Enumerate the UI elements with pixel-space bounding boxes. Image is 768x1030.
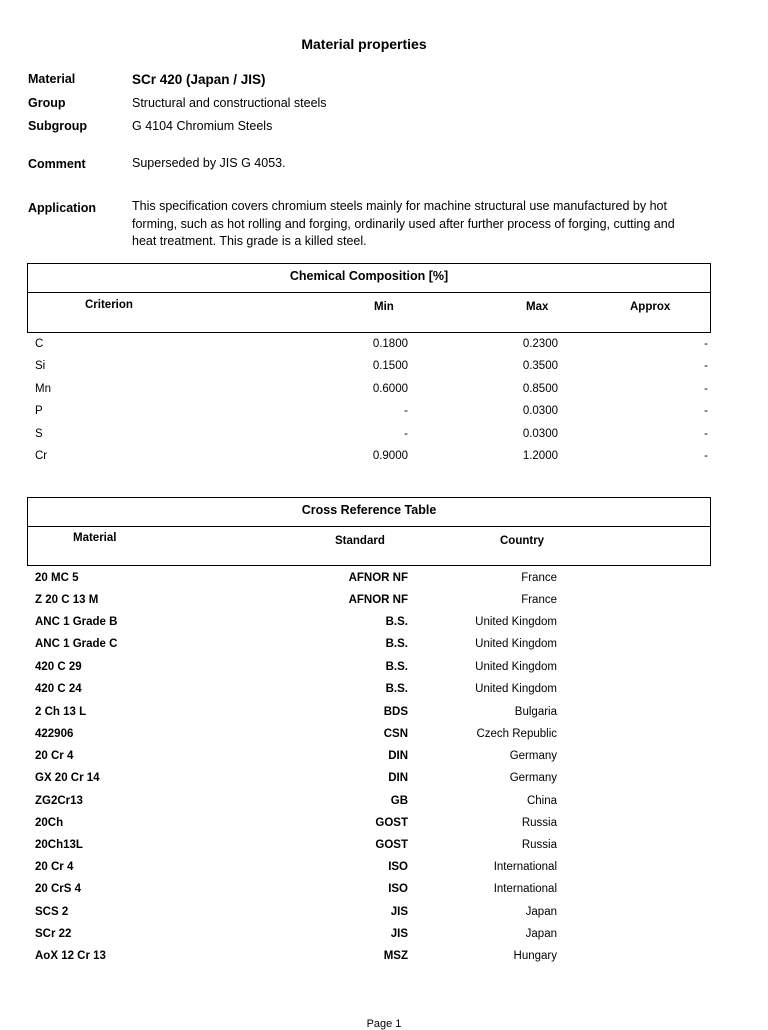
xref-row [0, 839, 768, 861]
xref-standard: AFNOR NF [348, 594, 408, 606]
xref-material: 20Ch13L [35, 839, 83, 851]
group-value: Structural and constructional steels [132, 96, 327, 110]
xref-material: 420 C 29 [35, 661, 82, 673]
xref-material: SCS 2 [35, 906, 69, 918]
chem-element: Si [35, 360, 46, 372]
xref-standard: AFNOR NF [348, 572, 408, 584]
xref-material: 420 C 24 [35, 683, 82, 695]
xref-standard: JIS [390, 906, 408, 918]
xref-row [0, 861, 768, 883]
chem-row [0, 405, 768, 427]
application-label: Application [28, 201, 97, 215]
chem-approx: - [704, 450, 708, 462]
xref-country: International [493, 861, 557, 873]
xref-standard: MSZ [383, 950, 408, 962]
xref-material: ANC 1 Grade C [35, 638, 118, 650]
xref-country: France [521, 572, 557, 584]
xref-row [0, 883, 768, 905]
xref-material: 20 CrS 4 [35, 883, 82, 895]
chem-element: P [35, 405, 43, 417]
xref-material: Z 20 C 13 M [35, 594, 99, 606]
xref-standard: BDS [383, 706, 408, 718]
subgroup-label: Subgroup [28, 119, 88, 133]
chem-header-max: Max [526, 301, 549, 313]
chem-min: 0.6000 [372, 383, 408, 395]
chem-divider [28, 292, 710, 293]
group-label: Group [28, 96, 66, 110]
chem-header-box [27, 263, 711, 333]
xref-standard: ISO [388, 883, 408, 895]
xref-country: China [526, 795, 557, 807]
xref-country: France [521, 594, 557, 606]
xref-material: ZG2Cr13 [35, 795, 83, 807]
chem-max: 0.0300 [522, 405, 558, 417]
chem-max: 1.2000 [522, 450, 558, 462]
xref-country: International [493, 883, 557, 895]
chem-title: Chemical Composition [%] [289, 269, 449, 283]
chem-max: 0.3500 [522, 360, 558, 372]
chem-approx: - [704, 428, 708, 440]
chem-min: 0.1500 [372, 360, 408, 372]
chem-approx: - [704, 338, 708, 350]
xref-country: Russia [521, 839, 557, 851]
xref-row [0, 683, 768, 705]
application-value: This specification covers chromium steels mainly for machine structural use manufactured by hot forming, such as hot rolling and forging, ordinarily used after further process of forging, cutting and heat treatment. This grade is a killed steel. [132, 199, 675, 248]
xref-country: Germany [509, 772, 557, 784]
xref-standard: DIN [388, 772, 408, 784]
xref-standard: B.S. [385, 661, 408, 673]
xref-material: 20 MC 5 [35, 572, 79, 584]
chem-min: 0.1800 [372, 338, 408, 350]
xref-standard: B.S. [385, 683, 408, 695]
xref-standard: JIS [390, 928, 408, 940]
material-value: SCr 420 (Japan / JIS) [132, 72, 266, 87]
xref-country: Russia [521, 817, 557, 829]
chem-max: 0.2300 [522, 338, 558, 350]
xref-row [0, 572, 768, 594]
chem-row [0, 360, 768, 382]
xref-country: United Kingdom [475, 661, 557, 673]
chem-max: 0.0300 [522, 428, 558, 440]
xref-row [0, 661, 768, 683]
xref-row [0, 817, 768, 839]
xref-country: United Kingdom [475, 638, 557, 650]
chem-approx: - [704, 383, 708, 395]
xref-country: Japan [525, 906, 557, 918]
chem-header-approx: Approx [630, 301, 671, 313]
chem-min: - [404, 428, 408, 440]
chem-row [0, 428, 768, 450]
chem-row [0, 383, 768, 405]
xref-standard: ISO [388, 861, 408, 873]
page-footer: Page 1 [366, 1018, 402, 1030]
xref-material: 422906 [35, 728, 74, 740]
chem-row [0, 338, 768, 360]
chem-min: - [404, 405, 408, 417]
xref-header-standard: Standard [335, 535, 385, 547]
xref-country: Japan [525, 928, 557, 940]
xref-standard: GOST [375, 817, 408, 829]
xref-row [0, 616, 768, 638]
xref-header-country: Country [500, 535, 545, 547]
chem-row [0, 450, 768, 472]
page-title: Material properties [301, 36, 427, 52]
comment-value: Superseded by JIS G 4053. [132, 156, 286, 170]
chem-header-criterion: Criterion [85, 299, 133, 311]
xref-country: United Kingdom [475, 616, 557, 628]
xref-standard: GOST [375, 839, 408, 851]
xref-row [0, 638, 768, 660]
xref-standard: GB [390, 795, 408, 807]
xref-standard: B.S. [385, 616, 408, 628]
xref-row [0, 795, 768, 817]
xref-standard: B.S. [385, 638, 408, 650]
xref-country: Germany [509, 750, 557, 762]
xref-row [0, 728, 768, 750]
comment-label: Comment [28, 157, 86, 171]
xref-divider [28, 526, 710, 527]
chem-element: Mn [35, 383, 51, 395]
xref-country: Bulgaria [514, 706, 557, 718]
xref-material: 2 Ch 13 L [35, 706, 87, 718]
xref-material: AoX 12 Cr 13 [35, 950, 106, 962]
xref-header-material: Material [73, 532, 117, 544]
xref-row [0, 772, 768, 794]
chem-max: 0.8500 [522, 383, 558, 395]
xref-country: United Kingdom [475, 683, 557, 695]
chem-min: 0.9000 [372, 450, 408, 462]
chem-element: C [35, 338, 44, 350]
xref-row [0, 906, 768, 928]
subgroup-value: G 4104 Chromium Steels [132, 119, 273, 133]
xref-row [0, 706, 768, 728]
xref-header-box [27, 497, 711, 566]
xref-material: 20Ch [35, 817, 64, 829]
chem-approx: - [704, 405, 708, 417]
xref-material: ANC 1 Grade B [35, 616, 118, 628]
xref-row [0, 928, 768, 950]
xref-standard: CSN [383, 728, 408, 740]
xref-country: Hungary [513, 950, 557, 962]
chem-element: S [35, 428, 43, 440]
xref-material: 20 Cr 4 [35, 861, 74, 873]
xref-standard: DIN [388, 750, 408, 762]
chem-approx: - [704, 360, 708, 372]
xref-material: GX 20 Cr 14 [35, 772, 100, 784]
chem-element: Cr [35, 450, 48, 462]
material-label: Material [28, 72, 76, 86]
xref-material: 20 Cr 4 [35, 750, 74, 762]
chem-header-min: Min [374, 301, 394, 313]
xref-row [0, 950, 768, 972]
xref-row [0, 750, 768, 772]
xref-title: Cross Reference Table [301, 503, 437, 517]
xref-country: Czech Republic [476, 728, 557, 740]
xref-material: SCr 22 [35, 928, 72, 940]
xref-row [0, 594, 768, 616]
